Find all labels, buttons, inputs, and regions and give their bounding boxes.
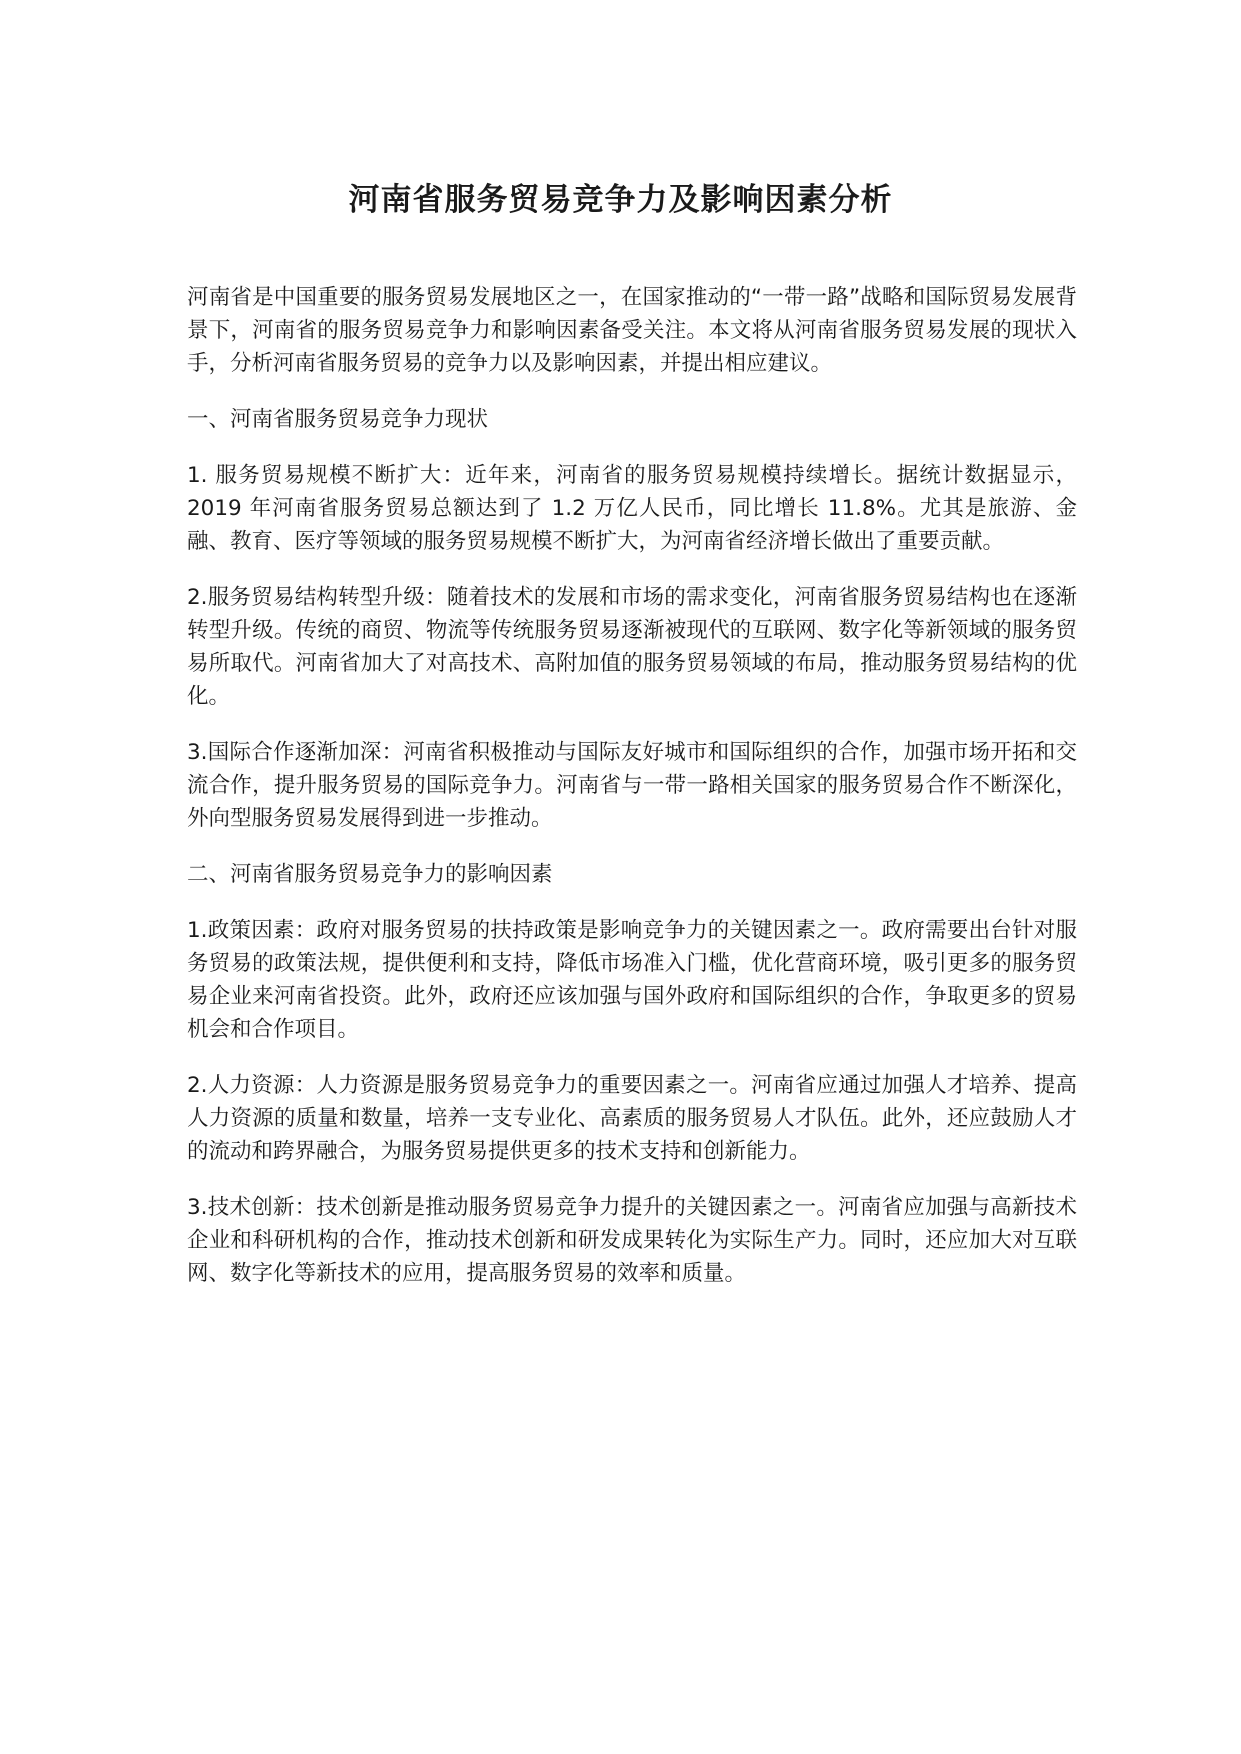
section-heading-factors: 二、河南省服务贸易竞争力的影响因素 bbox=[187, 862, 553, 887]
section-heading-status: 一、河南省服务贸易竞争力现状 bbox=[187, 407, 489, 432]
document-title: 河南省服务贸易竞争力及影响因素分析 bbox=[348, 182, 893, 218]
paragraph-cooperation: 3.国际合作逐渐加深：河南省积极推动与国际友好城市和国际组织的合作，加强市场开拓和交流合作，提升服务贸易的国际竞争力。河南省与一带一路相关国家的服务贸易合作不断深化，外向型服务贸易发展得到进一步推动。 bbox=[187, 740, 1077, 831]
paragraph-human-resources: 2.人力资源：人力资源是服务贸易竞争力的重要因素之一。河南省应通过加强人才培养、提高人力资源的质量和数量，培养一支专业化、高素质的服务贸易人才队伍。此外，还应鼓励人才的流动和跨界融合，为服务贸易提供更多的技术支持和创新能力。 bbox=[187, 1073, 1077, 1164]
document-body bbox=[187, 281, 1077, 1313]
paragraph-policy: 1.政策因素：政府对服务贸易的扶持政策是影响竞争力的关键因素之一。政府需要出台针对服务贸易的政策法规，提供便利和支持，降低市场准入门槛，优化营商环境，吸引更多的服务贸易企业来河南省投资。此外，政府还应该加强与国外政府和国际组织的合作，争取更多的贸易机会和合作项目。 bbox=[187, 918, 1077, 1042]
paragraph-scale: 1. 服务贸易规模不断扩大：近年来，河南省的服务贸易规模持续增长。据统计数据显示，2019 年河南省服务贸易总额达到了 1.2 万亿人民币，同比增长 11.8%。尤其是旅游、金融、教育、医疗等领域的服务贸易规模不断扩大，为河南省经济增长做出了重要贡献。 bbox=[187, 463, 1077, 554]
paragraph-technology: 3.技术创新：技术创新是推动服务贸易竞争力提升的关键因素之一。河南省应加强与高新技术企业和科研机构的合作，推动技术创新和研发成果转化为实际生产力。同时，还应加大对互联网、数字化等新技术的应用，提高服务贸易的效率和质量。 bbox=[187, 1195, 1077, 1286]
intro-paragraph: 河南省是中国重要的服务贸易发展地区之一，在国家推动的“一带一路”战略和国际贸易发展背景下，河南省的服务贸易竞争力和影响因素备受关注。本文将从河南省服务贸易发展的现状入手，分析河南省服务贸易的竞争力以及影响因素，并提出相应建议。 bbox=[187, 285, 1077, 376]
paragraph-structure: 2.服务贸易结构转型升级：随着技术的发展和市场的需求变化，河南省服务贸易结构也在逐渐转型升级。传统的商贸、物流等传统服务贸易逐渐被现代的互联网、数字化等新领域的服务贸易所取代。河南省加大了对高技术、高附加值的服务贸易领域的布局，推动服务贸易结构的优化。 bbox=[187, 585, 1077, 709]
